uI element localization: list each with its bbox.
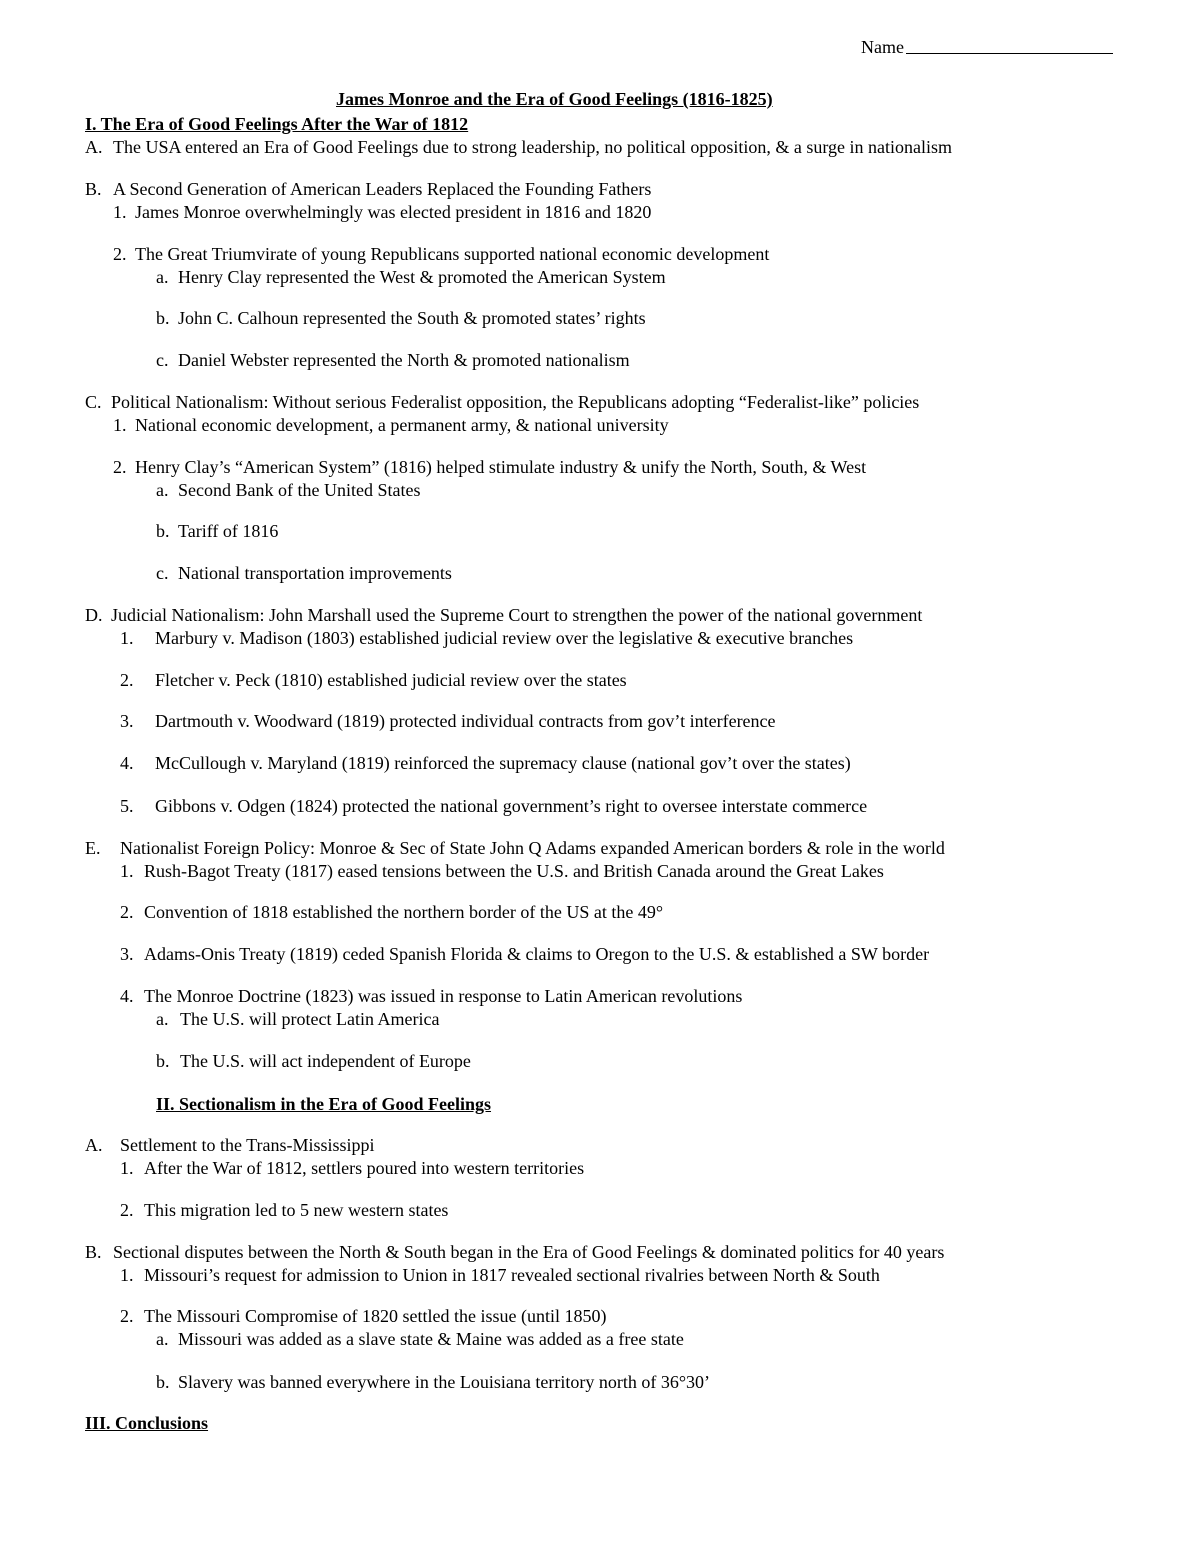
outline-item-1D2: 2. Fletcher v. Peck (1810) established judicial review over the states <box>120 670 627 690</box>
outline-item-2A2: 2. This migration led to 5 new western states <box>120 1200 449 1220</box>
outline-item-1B: B. A Second Generation of American Leaders Replaced the Founding Fathers <box>85 179 652 199</box>
outline-item-1E1: 1. Rush-Bagot Treaty (1817) eased tensions between the U.S. and British Canada around the Great Lakes <box>120 861 884 881</box>
outline-item-1D5: 5. Gibbons v. Odgen (1824) protected the national government’s right to oversee interstate commerce <box>120 796 868 816</box>
outline-item-1D4: 4. McCullough v. Maryland (1819) reinforced the supremacy clause (national gov’t over the states) <box>120 753 851 773</box>
section-3-heading: III. Conclusions <box>85 1413 209 1433</box>
outline-item-1D: D. Judicial Nationalism: John Marshall used the Supreme Court to strengthen the power of the national government <box>85 605 923 625</box>
name-label: Name <box>861 37 904 57</box>
outline-item-1E2: 2. Convention of 1818 established the northern border of the US at the 49° <box>120 902 664 922</box>
outline-item-1E4b: b. The U.S. will act independent of Europe <box>156 1051 471 1071</box>
section-1-heading: I. The Era of Good Feelings After the War of 1812 <box>85 114 469 134</box>
page-title: James Monroe and the Era of Good Feelings (1816-1825) <box>336 89 773 109</box>
outline-item-1D3: 3. Dartmouth v. Woodward (1819) protected individual contracts from gov’t interference <box>120 711 776 731</box>
outline-item-1C2a: a. Second Bank of the United States <box>156 480 421 500</box>
outline-item-1C2b: b. Tariff of 1816 <box>156 521 279 541</box>
outline-item-2A: A. Settlement to the Trans-Mississippi <box>85 1135 375 1155</box>
outline-item-2B: B. Sectional disputes between the North & South began in the Era of Good Feelings & dominated politics for 40 years <box>85 1242 945 1262</box>
outline-item-2B1: 1. Missouri’s request for admission to Union in 1817 revealed sectional rivalries between North & South <box>120 1265 880 1285</box>
outline-item-2A1: 1. After the War of 1812, settlers poured into western territories <box>120 1158 585 1178</box>
outline-item-1E: E. Nationalist Foreign Policy: Monroe & Sec of State John Q Adams expanded American borders & role in the world <box>85 838 945 858</box>
outline-item-2B2: 2. The Missouri Compromise of 1820 settled the issue (until 1850) <box>120 1306 607 1326</box>
outline-item-1B2b: b. John C. Calhoun represented the South & promoted states’ rights <box>156 308 646 328</box>
outline-item-2B2b: b. Slavery was banned everywhere in the Louisiana territory north of 36°30’ <box>156 1372 711 1392</box>
outline-item-1B2: 2. The Great Triumvirate of young Republicans supported national economic development <box>113 244 770 264</box>
outline-item-1B2a: a. Henry Clay represented the West & promoted the American System <box>156 267 666 287</box>
name-blank-line <box>906 53 1113 54</box>
outline-item-1E3: 3. Adams-Onis Treaty (1819) ceded Spanish Florida & claims to Oregon to the U.S. & established a SW border <box>120 944 930 964</box>
outline-item-1E4a: a. The U.S. will protect Latin America <box>156 1009 440 1029</box>
outline-item-1C2c: c. National transportation improvements <box>156 563 452 583</box>
section-2-heading: II. Sectionalism in the Era of Good Feelings <box>156 1094 492 1114</box>
outline-item-1B1: 1. James Monroe overwhelmingly was elected president in 1816 and 1820 <box>113 202 652 222</box>
outline-item-1D1: 1. Marbury v. Madison (1803) established judicial review over the legislative & executive branches <box>120 628 854 648</box>
outline-item-1C: C. Political Nationalism: Without serious Federalist opposition, the Republicans adopting “Federalist-like” policies <box>85 392 920 412</box>
outline-item-2B2a: a. Missouri was added as a slave state & Maine was added as a free state <box>156 1329 684 1349</box>
outline-item-1B2c: c. Daniel Webster represented the North & promoted nationalism <box>156 350 630 370</box>
outline-item-1C1: 1. National economic development, a permanent army, & national university <box>113 415 669 435</box>
outline-item-1A: A. The USA entered an Era of Good Feelings due to strong leadership, no political opposition, & a surge in nationalism <box>85 137 953 157</box>
outline-item-1C2: 2. Henry Clay’s “American System” (1816) helped stimulate industry & unify the North, South, & West <box>113 457 867 477</box>
outline-item-1E4: 4. The Monroe Doctrine (1823) was issued in response to Latin American revolutions <box>120 986 743 1006</box>
